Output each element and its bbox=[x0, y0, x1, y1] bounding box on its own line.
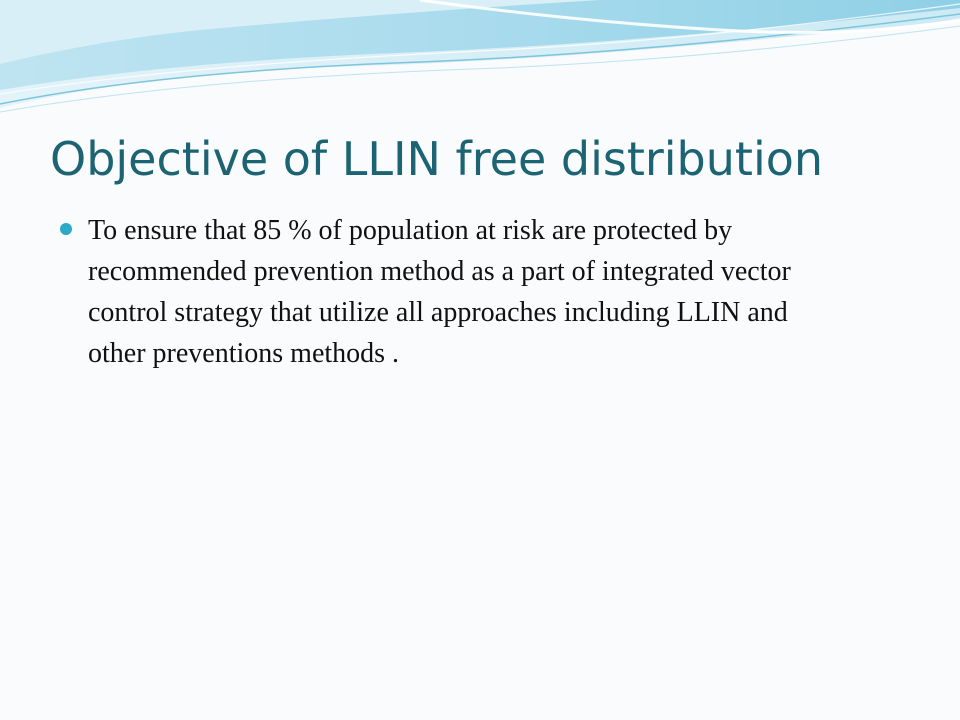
header-wave-decoration bbox=[0, 0, 960, 120]
bullet-text: To ensure that 85 % of population at risk are protected by recommended prevention method as a part of integrated vector control strategy that utilize all approaches including LLIN and other preventions methods . bbox=[88, 215, 791, 369]
slide-title: Objective of LLIN free distribution bbox=[50, 132, 824, 186]
bullet-item bbox=[60, 210, 850, 374]
bullet-dot-icon bbox=[60, 223, 72, 235]
bullet-list bbox=[60, 210, 850, 374]
